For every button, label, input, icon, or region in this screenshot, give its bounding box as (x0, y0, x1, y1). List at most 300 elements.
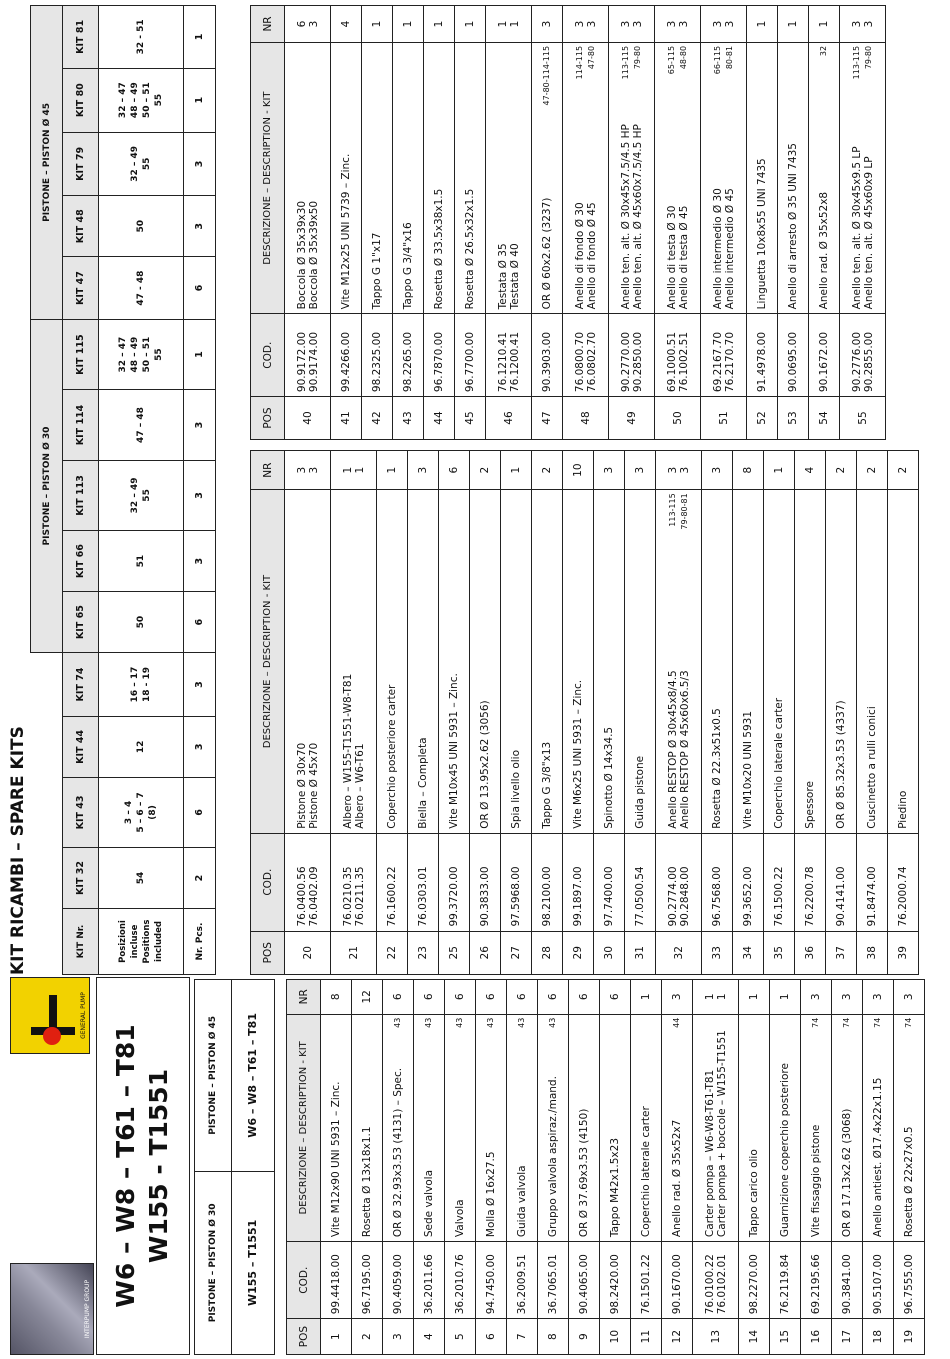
part-qty: 3 (801, 980, 832, 1015)
part-description (331, 42, 362, 313)
part-description (863, 1014, 894, 1241)
part-kit-ref: 74 (904, 1017, 913, 1028)
part-code: 99.1897.00 (563, 833, 594, 931)
part-qty: 2 (826, 451, 857, 490)
part-qty: 1 1 (693, 980, 739, 1015)
part-description (631, 1014, 662, 1241)
table-row (801, 980, 832, 1355)
part-code: 36.2011.66 (414, 1242, 445, 1319)
part-qty: 6 (383, 980, 414, 1015)
part-qty: 6 (538, 980, 569, 1015)
part-qty: 3 (832, 980, 863, 1015)
part-description-text: Spessore (804, 781, 816, 829)
part-code: 76.0100.22 76.0102.01 (693, 1242, 739, 1319)
part-qty: 1 (362, 6, 393, 43)
table-row (625, 451, 656, 975)
table-row (352, 980, 383, 1355)
part-code: 76.1600.22 (377, 833, 408, 931)
part-pos: 5 (445, 1319, 476, 1355)
part-description (501, 490, 532, 834)
part-description (832, 1014, 863, 1241)
table-row (532, 6, 563, 440)
part-description (362, 42, 393, 313)
part-kit-ref: 113-115 79-80-81 (667, 493, 689, 530)
part-description (655, 42, 701, 313)
parts-header-pos: POS (251, 397, 285, 440)
parts-header-cod: COD. (251, 314, 285, 397)
interpump-logo (10, 1263, 94, 1355)
part-pos: 27 (501, 931, 532, 974)
part-pos: 28 (532, 931, 563, 974)
part-description (770, 1014, 801, 1241)
table-row (476, 980, 507, 1355)
table-row (631, 980, 662, 1355)
part-description-text: Tappo G 1"x17 (371, 232, 383, 310)
general-pump-logo (10, 977, 90, 1054)
kit-name: KIT 43 (63, 777, 99, 847)
kit-positions: 32 – 49 55 (99, 132, 184, 196)
part-code: 90.5107.00 (863, 1242, 894, 1319)
part-description (532, 42, 563, 313)
part-pos: 14 (739, 1319, 770, 1355)
part-pos: 31 (625, 931, 656, 974)
part-qty: 6 (569, 980, 600, 1015)
part-description-text: Spinotto Ø 14x34.5 (603, 726, 615, 829)
part-description (656, 490, 702, 834)
part-code: 36.2009.51 (507, 1242, 538, 1319)
part-description (801, 1014, 832, 1241)
part-pos: 29 (563, 931, 594, 974)
part-kit-ref: 43 (455, 1017, 464, 1028)
part-description-text: OR Ø 13.95x2.62 (3056) (479, 700, 491, 829)
part-kit-ref: 65-115 48-80 (666, 45, 688, 75)
kits-row-label: KIT Nr. (63, 909, 99, 975)
part-code: 96.7195.00 (352, 1242, 383, 1319)
part-description (609, 42, 655, 313)
table-row (377, 451, 408, 975)
parts-header-desc: DESCRIZIONE – DESCRIPTION - KIT (287, 1014, 321, 1241)
part-qty: 1 (809, 6, 840, 43)
part-kit-ref: 32 (819, 45, 828, 57)
part-pos: 3 (383, 1319, 414, 1355)
part-kit-ref: 43 (393, 1017, 402, 1028)
table-row (733, 451, 764, 975)
part-qty: 4 (795, 451, 826, 490)
table-row (809, 6, 840, 440)
part-qty: 1 (631, 980, 662, 1015)
kit-pieces: 1 (184, 319, 216, 389)
part-description-text: Carter pompa – W6-W8-T61-T81 Carter pompa + boccole – W155-T1551 (703, 1030, 728, 1238)
table-row (701, 6, 747, 440)
kit-pieces: 3 (184, 390, 216, 460)
kit-positions: 50 (99, 592, 184, 653)
part-code: 96.7568.00 (702, 833, 733, 931)
part-pos: 4 (414, 1319, 445, 1355)
part-pos: 2 (352, 1319, 383, 1355)
kit-name: KIT 74 (63, 653, 99, 717)
part-description (702, 490, 733, 834)
part-code: 36.2010.76 (445, 1242, 476, 1319)
part-code: 90.1670.00 (662, 1242, 693, 1319)
part-pos: 52 (747, 397, 778, 440)
part-code: 98.2420.00 (600, 1242, 631, 1319)
part-pos: 13 (693, 1319, 739, 1355)
kit-pieces: 3 (184, 460, 216, 530)
part-pos: 39 (888, 931, 919, 974)
part-qty: 1 (393, 6, 424, 43)
part-kit-ref: 43 (424, 1017, 433, 1028)
table-row (455, 6, 486, 440)
table-row (747, 6, 778, 440)
part-description (439, 490, 470, 834)
part-description-text: Biella – Completa (417, 737, 429, 829)
part-description (285, 490, 331, 834)
part-description-text: Anello ten. alt. Ø 30x45x9.5 LP Anello ten. alt. Ø 45x60x9 LP (850, 146, 875, 310)
part-pos: 7 (507, 1319, 538, 1355)
kit-positions: 32 – 49 55 (99, 460, 184, 530)
part-description (733, 490, 764, 834)
part-code: 91.8474.00 (857, 833, 888, 931)
part-code: 90.4065.00 (569, 1242, 600, 1319)
part-description-text: Rosetta Ø 13x18x1.1 (361, 1126, 373, 1238)
part-pos: 33 (702, 931, 733, 974)
part-code: 97.5968.00 (501, 833, 532, 931)
part-pos: 38 (857, 931, 888, 974)
parts-header-desc: DESCRIZIONE – DESCRIPTION - KIT (251, 490, 285, 834)
part-qty: 1 (764, 451, 795, 490)
table-row (826, 451, 857, 975)
table-row (285, 451, 331, 975)
part-description-text: Vite M12x25 UNI 5739 – Zinc. (340, 153, 352, 310)
part-qty: 1 (778, 6, 809, 43)
part-description-text: Anello antiest. Ø17.4x22x1.15 (872, 1077, 884, 1238)
part-qty: 1 (455, 6, 486, 43)
part-code: 96.7555.00 (894, 1242, 925, 1319)
piston-table (194, 979, 275, 1355)
part-code: 76.1501.22 (631, 1242, 662, 1319)
group45-header: PISTONE – PISTON Ø 45 (31, 6, 63, 320)
part-pos: 42 (362, 397, 393, 440)
part-description (377, 490, 408, 834)
part-pos: 34 (733, 931, 764, 974)
kit-name: KIT 79 (63, 132, 99, 196)
part-description-text: Pistone Ø 30x70 Pistone Ø 45x70 (295, 742, 320, 829)
part-pos: 35 (764, 931, 795, 974)
part-pos: 30 (594, 931, 625, 974)
part-qty: 3 (594, 451, 625, 490)
part-pos: 23 (408, 931, 439, 974)
table-row (470, 451, 501, 975)
part-description (393, 42, 424, 313)
kit-pieces: 2 (184, 848, 216, 909)
part-description (532, 490, 563, 834)
kit-positions: 12 (99, 716, 184, 777)
table-row (609, 6, 655, 440)
part-description (888, 490, 919, 834)
part-description-text: Vite M12x90 UNI 5931 – Zinc. (330, 1081, 342, 1238)
part-description-text: OR Ø 60x2.62 (3237) (541, 197, 553, 310)
kit-positions: 54 (99, 848, 184, 909)
kit-positions: 47 – 48 (99, 390, 184, 460)
part-description-text: Molla Ø 16x27.5 (485, 1151, 497, 1238)
part-description-text: Rosetta Ø 22x27x0.5 (903, 1126, 915, 1238)
part-code: 76.0400.56 76.0402.09 (285, 833, 331, 931)
part-qty: 8 (321, 980, 352, 1015)
part-code: 98.2270.00 (739, 1242, 770, 1319)
part-description (563, 42, 609, 313)
part-description (470, 490, 501, 834)
part-description (778, 42, 809, 313)
part-qty: 3 3 (563, 6, 609, 43)
part-description-text: Albero – W155-T1551-W8-T81 Albero – W6-T61 (341, 673, 366, 829)
table-row (285, 6, 331, 440)
part-pos: 8 (538, 1319, 569, 1355)
part-kit-ref: 113-115 79-80 (851, 45, 873, 80)
piston30-header: PISTONE – PISTON Ø 30 (195, 1171, 232, 1354)
part-kit-ref: 47-80-114-115 (542, 45, 551, 106)
table-row (795, 451, 826, 975)
part-qty: 4 (331, 6, 362, 43)
part-pos: 49 (609, 397, 655, 440)
part-description (826, 490, 857, 834)
part-code: 77.0500.54 (625, 833, 656, 931)
table-row (778, 6, 809, 440)
part-qty: 1 (501, 451, 532, 490)
part-description (563, 490, 594, 834)
kits-row-label: Posizioni incluse Positions included (99, 909, 184, 975)
kit-name: KIT 80 (63, 68, 99, 132)
part-qty: 3 (625, 451, 656, 490)
table-row (538, 980, 569, 1355)
part-description-text: Tappo M42x1.5x23 (609, 1138, 621, 1238)
part-description-text: Anello RESTOP Ø 30x45x8/4.5 Anello RESTOP Ø 45x60x6.5/3 (666, 670, 691, 829)
part-description (840, 42, 886, 313)
part-kit-ref: 113-115 79-80 (620, 45, 642, 80)
part-description-text: Anello di testa Ø 30 Anello di testa Ø 45 (665, 205, 690, 310)
parts-header-pos: POS (251, 931, 285, 974)
part-qty: 3 (702, 451, 733, 490)
table-row (739, 980, 770, 1355)
part-description (594, 490, 625, 834)
kit-name: KIT 44 (63, 716, 99, 777)
part-pos: 32 (656, 931, 702, 974)
parts-header-nr: NR (251, 451, 285, 490)
table-row (501, 451, 532, 975)
table-row (770, 980, 801, 1355)
kit-name: KIT 48 (63, 196, 99, 257)
part-description (625, 490, 656, 834)
part-qty: 12 (352, 980, 383, 1015)
part-code: 99.3720.00 (439, 833, 470, 931)
part-pos: 11 (631, 1319, 662, 1355)
part-description-text: Cuscinetto a rulli conici (866, 706, 878, 829)
part-code: 76.1210.41 76.1200.41 (486, 314, 532, 397)
logo-caption: GENERAL PUMP (80, 992, 87, 1039)
part-description (739, 1014, 770, 1241)
part-pos: 19 (894, 1319, 925, 1355)
part-code: 76.2000.74 (888, 833, 919, 931)
kit-pieces: 6 (184, 777, 216, 847)
kit-name: KIT 114 (63, 390, 99, 460)
kit-pieces: 1 (184, 68, 216, 132)
part-description-text: Anello rad. Ø 35x52x8 (818, 191, 830, 310)
part-qty: 3 3 (701, 6, 747, 43)
part-pos: 22 (377, 931, 408, 974)
part-qty: 3 3 (609, 6, 655, 43)
parts-table-b (250, 450, 919, 975)
part-qty: 2 (888, 451, 919, 490)
kits-table (30, 5, 216, 975)
part-pos: 43 (393, 397, 424, 440)
table-row (832, 980, 863, 1355)
piston45-header: PISTONE – PISTON Ø 45 (195, 980, 232, 1172)
part-code: 90.9172.00 90.9174.00 (285, 314, 331, 397)
part-code: 90.4141.00 (826, 833, 857, 931)
part-description-text: OR Ø 85.32x3.53 (4337) (835, 700, 847, 829)
part-description-text: OR Ø 32.93x3.53 (4131) – Spec. (392, 1067, 404, 1238)
part-pos: 48 (563, 397, 609, 440)
part-pos: 53 (778, 397, 809, 440)
kit-positions: 47 - 48 (99, 257, 184, 320)
part-description (383, 1014, 414, 1241)
part-description (321, 1014, 352, 1241)
part-description (486, 42, 532, 313)
table-row (563, 451, 594, 975)
part-description-text: Anello rad. Ø 35x52x7 (671, 1119, 683, 1238)
table-row (383, 980, 414, 1355)
part-pos: 55 (840, 397, 886, 440)
part-qty: 3 3 (655, 6, 701, 43)
part-code: 76.2200.78 (795, 833, 826, 931)
table-row (507, 980, 538, 1355)
part-description (764, 490, 795, 834)
table-row (331, 6, 362, 440)
part-description-text: Guarnizione coperchio posteriore (779, 1063, 791, 1238)
part-description-text: Boccola Ø 35x39x30 Boccola Ø 35x39x50 (295, 200, 320, 310)
part-qty: 6 (439, 451, 470, 490)
part-description-text: Linguetta 10x8x55 UNI 7435 (756, 158, 768, 310)
part-description (809, 42, 840, 313)
part-pos: 26 (470, 931, 501, 974)
piston45-models: W6 – W8 – T61 – T81 (232, 980, 275, 1172)
part-description (857, 490, 888, 834)
kit-positions: 16 – 17 18 - 19 (99, 653, 184, 717)
parts-header-cod: COD. (287, 1242, 321, 1319)
part-description-text: OR Ø 17.13x2.62 (3068) (841, 1108, 853, 1238)
part-code: 90.2776.00 90.2855.00 (840, 314, 886, 397)
part-qty: 2 (532, 451, 563, 490)
part-pos: 47 (532, 397, 563, 440)
part-description (600, 1014, 631, 1241)
part-description (569, 1014, 600, 1241)
part-qty: 2 (470, 451, 501, 490)
part-pos: 16 (801, 1319, 832, 1355)
kit-name: KIT 47 (63, 257, 99, 320)
part-kit-ref: 43 (486, 1017, 495, 1028)
kit-pieces: 3 (184, 196, 216, 257)
kit-positions: 51 (99, 531, 184, 592)
part-pos: 44 (424, 397, 455, 440)
part-description-text: Vite M10x45 UNI 5931 – Zinc. (448, 673, 460, 829)
part-kit-ref: 66-115 80-81 (712, 45, 734, 75)
part-qty: 3 (532, 6, 563, 43)
kit-pieces: 1 (184, 6, 216, 69)
part-pos: 37 (826, 931, 857, 974)
kit-name: KIT 113 (63, 460, 99, 530)
part-description-text: Tappo G 3/4"x16 (402, 222, 414, 310)
table-row (662, 980, 693, 1355)
part-description (285, 42, 331, 313)
part-qty: 3 3 (285, 451, 331, 490)
part-code: 76.1500.22 (764, 833, 795, 931)
table-row (445, 980, 476, 1355)
part-kit-ref: 114-115 47-80 (574, 45, 596, 80)
table-row (764, 451, 795, 975)
table-row (655, 6, 701, 440)
part-kit-ref: 43 (548, 1017, 557, 1028)
part-code: 98.2325.00 (362, 314, 393, 397)
table-row (569, 980, 600, 1355)
table-row (594, 451, 625, 975)
part-description-text: Valvola (454, 1199, 466, 1238)
kit-positions: 32 - 51 (99, 6, 184, 69)
part-description (894, 1014, 925, 1241)
kits-row-label: Nr. Pcs. (184, 909, 216, 975)
part-qty: 10 (563, 451, 594, 490)
part-qty: 3 3 (840, 6, 886, 43)
parts-header-nr: NR (251, 6, 285, 43)
part-qty: 1 1 (486, 6, 532, 43)
part-description-text: Coperchio laterale carter (773, 697, 785, 829)
kit-title: KIT RICAMBI – SPARE KITS (8, 726, 28, 975)
part-qty: 6 (414, 980, 445, 1015)
part-description (693, 1014, 739, 1241)
piston30-models: W155 – T1551 (232, 1171, 275, 1354)
part-pos: 9 (569, 1319, 600, 1355)
part-qty: 1 (747, 6, 778, 43)
table-row (439, 451, 470, 975)
table-row (321, 980, 352, 1355)
part-pos: 6 (476, 1319, 507, 1355)
part-description (538, 1014, 569, 1241)
part-qty: 6 3 (285, 6, 331, 43)
part-kit-ref: 43 (517, 1017, 526, 1028)
part-code: 69.2167.70 76.2170.70 (701, 314, 747, 397)
part-description-text: Anello intermedio Ø 30 Anello intermedio Ø 45 (711, 188, 736, 310)
part-pos: 1 (321, 1319, 352, 1355)
table-row (408, 451, 439, 975)
part-code: 97.7400.00 (594, 833, 625, 931)
part-code: 90.4059.00 (383, 1242, 414, 1319)
kit-pieces: 3 (184, 716, 216, 777)
part-description-text: Vite M10x20 UNI 5931 (742, 710, 754, 829)
table-row (563, 6, 609, 440)
part-pos: 54 (809, 397, 840, 440)
model-title-line2: W155 - T1551 (144, 1068, 173, 1264)
part-description-text: Coperchio laterale carter (640, 1106, 652, 1238)
part-code: 36.7065.01 (538, 1242, 569, 1319)
part-description-text: Guida pistone (634, 755, 646, 829)
part-description-text: Rosetta Ø 22.3x51x0.5 (711, 708, 723, 829)
part-code: 69.2195.66 (801, 1242, 832, 1319)
kit-name: KIT 66 (63, 531, 99, 592)
parts-header-nr: NR (287, 980, 321, 1015)
part-code: 69.1000.51 76.1002.51 (655, 314, 701, 397)
part-code: 96.7700.00 (455, 314, 486, 397)
part-pos: 18 (863, 1319, 894, 1355)
parts-header-cod: COD. (251, 833, 285, 931)
part-pos: 40 (285, 397, 331, 440)
